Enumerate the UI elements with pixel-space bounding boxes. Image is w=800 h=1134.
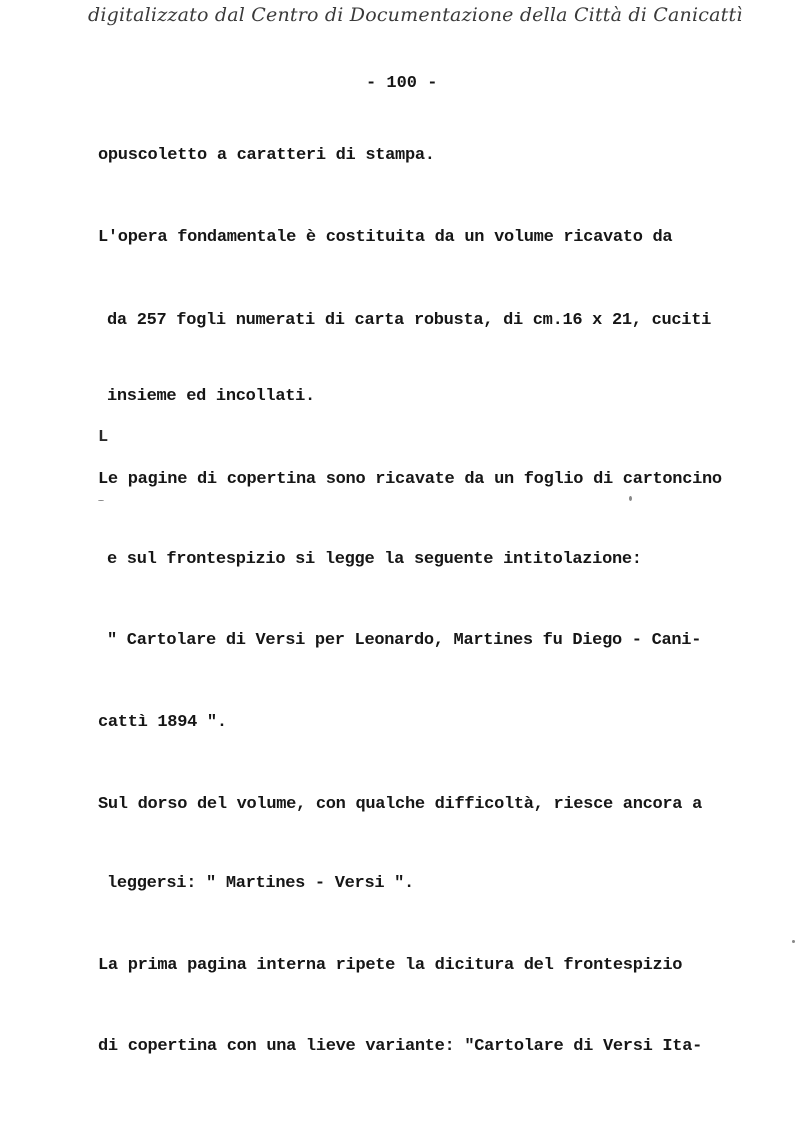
- digitization-watermark: digitalizzato dal Centro di Documentazione della Città di Canicattì: [88, 4, 743, 26]
- page-number: - 100 -: [366, 74, 438, 93]
- text-line-11: La prima pagina interna ripete la dicitura del frontespizio: [98, 956, 683, 975]
- scan-speck: [792, 940, 795, 943]
- text-line-10: leggersi: " Martines - Versi ".: [107, 874, 414, 893]
- text-line-7: " Cartolare di Versi per Leonardo, Martines fu Diego - Cani-: [107, 631, 702, 650]
- scan-speck: [98, 500, 104, 501]
- text-line-2: L'opera fondamentale è costituita da un volume ricavato da: [98, 228, 673, 247]
- margin-mark: L: [98, 428, 109, 447]
- text-line-12: di copertina con una lieve variante: "Cartolare di Versi Ita-: [98, 1037, 703, 1056]
- text-line-5: Le pagine di copertina sono ricavate da un foglio di cartoncino: [98, 470, 722, 489]
- scan-speck: [629, 496, 632, 501]
- text-line-9: Sul dorso del volume, con qualche difficoltà, riesce ancora a: [98, 795, 703, 814]
- text-line-8: cattì 1894 ".: [98, 713, 227, 732]
- text-line-3: da 257 fogli numerati di carta robusta, di cm.16 x 21, cuciti: [107, 311, 712, 330]
- text-line-1: opuscoletto a caratteri di stampa.: [98, 146, 435, 165]
- text-line-4: insieme ed incollati.: [107, 387, 315, 406]
- text-line-6: e sul frontespizio si legge la seguente intitolazione:: [107, 550, 642, 569]
